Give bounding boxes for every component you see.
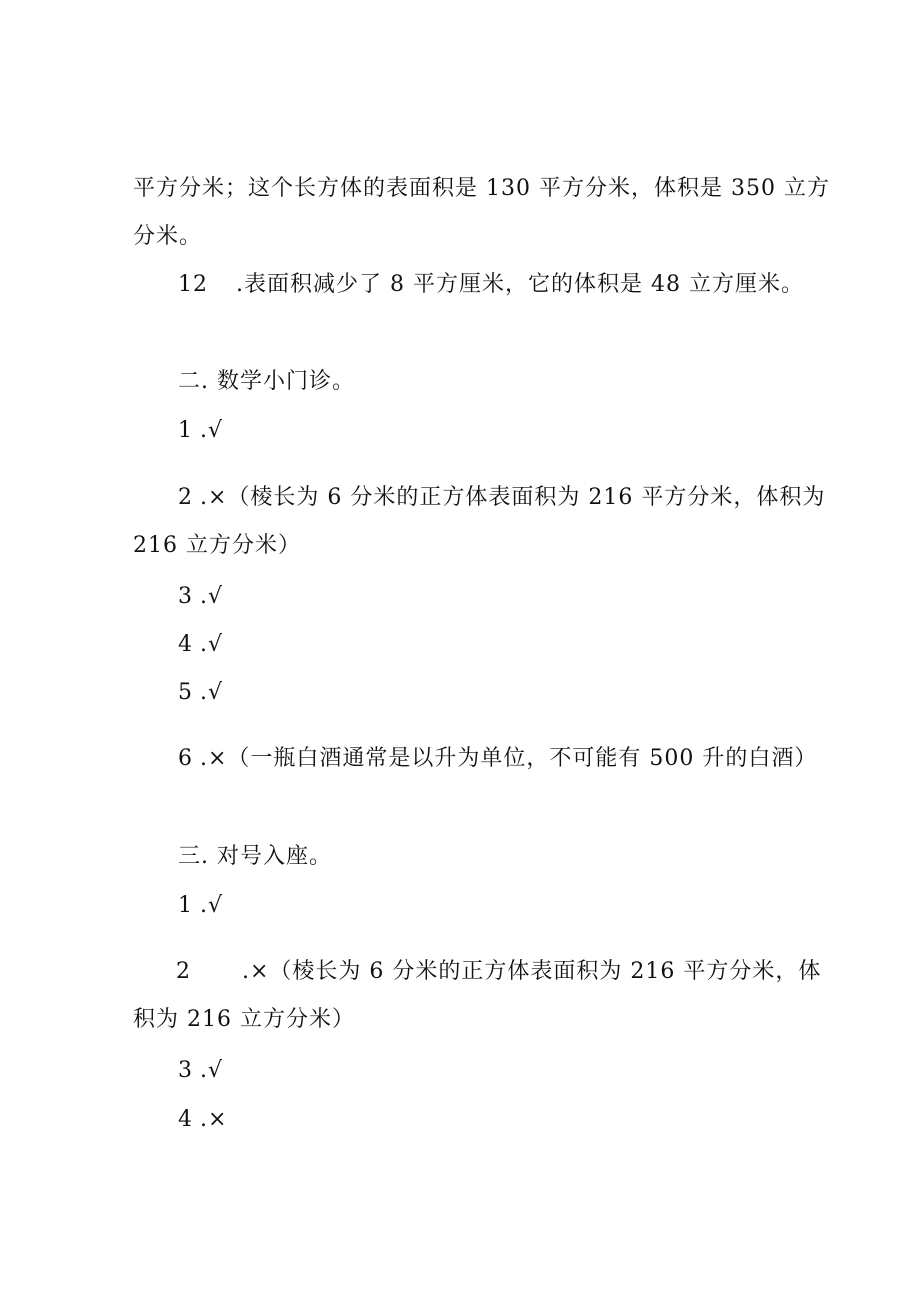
item-text: .×（一瓶白酒通常是以升为单位，不可能有 500 升的白酒） — [200, 746, 818, 771]
item-text: .×（棱长为 6 分米的正方体表面积为 216 平方分米，体积为 — [200, 485, 826, 510]
item-number: 12 — [178, 272, 208, 297]
item-number: 1 — [178, 418, 193, 443]
section-title: 三. 对号入座。 — [178, 844, 332, 869]
text-line: 分米。 — [133, 224, 203, 249]
item-number: 2 — [176, 959, 191, 984]
item-number: 3 — [178, 1058, 193, 1083]
text-line: 平方分米；这个长方体的表面积是 130 平方分米，体积是 350 立方 — [133, 176, 830, 201]
item-text: .× — [200, 1107, 228, 1132]
item-text: .√ — [200, 418, 224, 443]
item-text: .√ — [200, 893, 224, 918]
item-number: 2 — [178, 485, 193, 510]
item-text: .×（棱长为 6 分米的正方体表面积为 216 平方分米，体 — [242, 959, 822, 984]
item-number: 1 — [178, 893, 193, 918]
item-number: 5 — [178, 680, 193, 705]
item-text: .√ — [200, 680, 224, 705]
item-text: .表面积减少了 8 平方厘米，它的体积是 48 立方厘米。 — [236, 272, 804, 297]
item-number: 4 — [178, 1107, 193, 1132]
section-title: 二. 数学小门诊。 — [178, 369, 355, 394]
item-text: .√ — [200, 584, 224, 609]
item-text-continuation: 216 立方分米） — [133, 533, 301, 558]
item-text-continuation: 积为 216 立方分米） — [133, 1007, 355, 1032]
item-number: 4 — [178, 632, 193, 657]
item-text: .√ — [200, 1058, 224, 1083]
item-number: 3 — [178, 584, 193, 609]
item-text: .√ — [200, 632, 224, 657]
item-number: 6 — [178, 746, 193, 771]
